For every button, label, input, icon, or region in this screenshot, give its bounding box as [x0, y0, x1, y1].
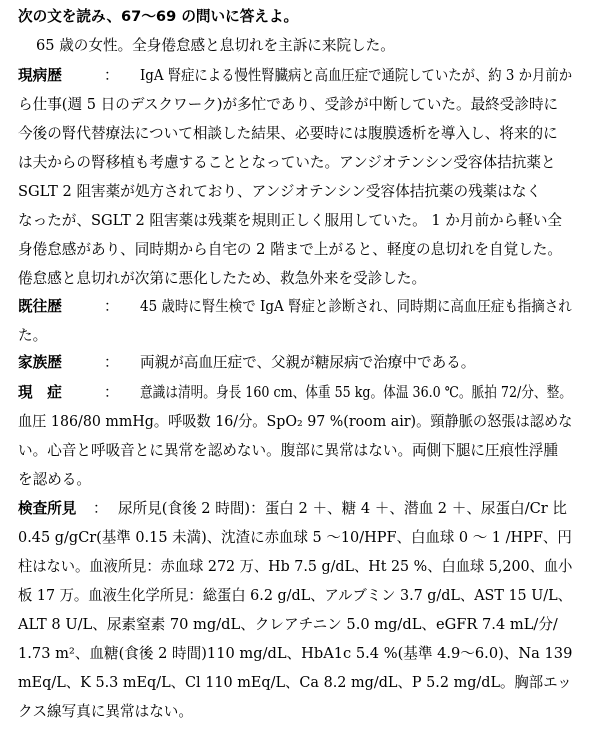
text-line: SGLT 2 阻害薬が処方されており、アンジオテンシン受容体拮抗薬の残薬はなく: [18, 183, 542, 200]
text-line: 身倦怠感があり、同時期から自宅の 2 階まで上がると、軽度の息切れを自覚した。: [18, 241, 562, 258]
text-line: 柱はない。血液所見：赤血球 272 万、Hb 7.5 g/dL、Ht 25 %、白血球 5,200、血小: [18, 558, 573, 575]
text-line: た。: [18, 327, 48, 344]
text-line: 倦怠感と息切れが次第に悪化したため、救急外来を受診した。: [18, 270, 427, 287]
section-colon: ：: [104, 384, 119, 401]
text-line: 今後の腎代替療法について相談した結果、必要時には腹膜透析を導入し、将来的に: [18, 125, 558, 142]
text-line: IgA 腎症による慢性腎臓病と高血圧症で通院していたが、約 3 か月前か: [140, 67, 573, 84]
text-line: ら仕事(週 5 日のデスクワーク)が多忙であり、受診が中断していた。最終受診時に: [18, 96, 559, 113]
patient-intro: 65 歳の女性。全身倦怠感と息切れを主訴に来院した。: [36, 37, 395, 54]
text-line: mEq/L、K 5.3 mEq/L、Cl 110 mEq/L、Ca 8.2 mg/dL、P 5.2 mg/dL。胸部エッ: [18, 674, 572, 691]
text-line: 血圧 186/80 mmHg。呼吸数 16/分。SpO₂ 97 %(room air)。頸静脈の怒張は認めな: [18, 413, 573, 430]
section-colon: ：: [93, 500, 108, 517]
question-heading: 次の文を読み、67〜69 の問いに答えよ。: [18, 8, 299, 25]
text-line: は夫からの腎移植も考慮することとなっていた。アンジオテンシン受容体拮抗薬と: [18, 154, 556, 171]
section-label: 既往歴: [18, 298, 62, 315]
text-line: い。心音と呼吸音とに異常を認めない。腹部に異常はない。両側下腿に圧痕性浮腫: [18, 442, 558, 459]
section-colon: ：: [104, 354, 119, 371]
section-label: 現病歴: [18, 67, 62, 84]
text-line: 1.73 m²、血糖(食後 2 時間)110 mg/dL、HbA1c 5.4 %(基準 4.9〜6.0)、Na 139: [18, 645, 573, 662]
text-line: クス線写真に異常はない。: [18, 703, 193, 720]
section-label: 現 症: [18, 384, 62, 401]
text-line: 両親が高血圧症で、父親が糖尿病で治療中である。: [140, 354, 476, 371]
text-line: なったが、SGLT 2 阻害薬は残薬を規則正しく服用していた。 1 か月前から軽い全: [18, 212, 563, 229]
text-line: 尿所見(食後 2 時間)：蛋白 2 ＋、糖 4 ＋、潜血 2 ＋、尿蛋白/Cr 比: [118, 500, 567, 517]
text-line: 45 歳時に腎生検で IgA 腎症と診断され、同時期に高血圧症も指摘され: [140, 298, 572, 315]
section-label: 家族歴: [18, 354, 62, 371]
text-line: 意識は清明。身長 160 cm、体重 55 kg。体温 36.0 ℃。脈拍 72/分、整。: [140, 384, 572, 401]
text-line: 0.45 g/gCr(基準 0.15 未満)、沈渣に赤血球 5 〜10/HPF、白血球 0 〜 1 /HPF、円: [18, 529, 572, 546]
section-label: 検査所見: [18, 500, 77, 517]
text-line: ALT 8 U/L、尿素窒素 70 mg/dL、クレアチニン 5.0 mg/dL、eGFR 7.4 mL/分/: [18, 616, 558, 633]
section-colon: ：: [104, 298, 119, 315]
section-colon: ：: [104, 67, 119, 84]
text-line: 板 17 万。血液生化学所見：総蛋白 6.2 g/dL、アルブミン 3.7 g/dL、AST 15 U/L、: [18, 587, 572, 604]
text-line: を認める。: [18, 471, 91, 488]
